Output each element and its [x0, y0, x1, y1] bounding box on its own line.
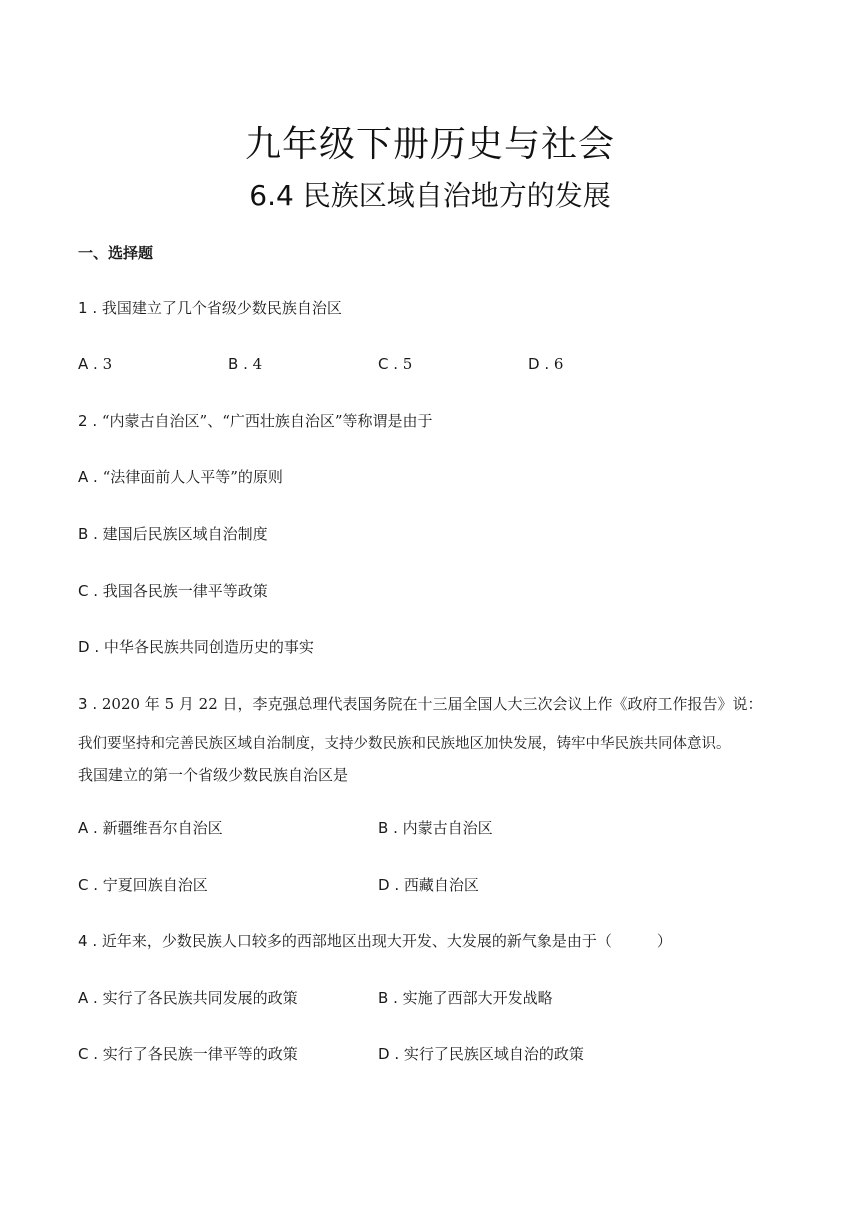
question-3: 3 . 2020 年 5 月 22 日，李克强总理代表国务院在十三届全国人大三次会议上作《政府工作报告》说： [78, 695, 763, 713]
option-4-b[interactable]: B . 实施了西部大开发战略 [378, 989, 553, 1007]
option-4-d[interactable]: D . 实行了民族区域自治的政策 [378, 1045, 584, 1063]
question-number: 3 [78, 695, 88, 713]
option-text: 西藏自治区 [403, 876, 479, 894]
option-1-b[interactable]: B . 4 [228, 355, 263, 373]
option-3-c[interactable]: C . 宁夏回族自治区 [78, 876, 208, 894]
option-text: 4 [252, 355, 263, 373]
option-4-c[interactable]: C . 实行了各民族一律平等的政策 [78, 1045, 298, 1063]
question-3-line-2: 我们要坚持和完善民族区域自治制度，支持少数民族和民族地区加快发展，铸牢中华民族共同体意识。 [78, 736, 731, 752]
question-text: 近年来，少数民族人口较多的西部地区出现大开发、大发展的新气象是由于（ ） [101, 932, 672, 950]
option-2-c[interactable]: C . 我国各民族一律平等政策 [78, 582, 268, 600]
option-3-d[interactable]: D . 西藏自治区 [378, 876, 479, 894]
option-2-d[interactable]: D . 中华各民族共同创造历史的事实 [78, 638, 314, 656]
option-text: 6 [553, 355, 564, 373]
question-number: 1 [78, 299, 88, 317]
option-text: 宁夏回族自治区 [102, 876, 208, 894]
lesson-subtitle: 6.4 民族区域自治地方的发展 [249, 179, 611, 212]
option-text: 5 [402, 355, 413, 373]
option-3-b[interactable]: B . 内蒙古自治区 [378, 819, 493, 837]
option-text: “法律面前人人平等”的原则 [102, 468, 283, 486]
option-2-a[interactable]: A . “法律面前人人平等”的原则 [78, 468, 283, 486]
option-text: 中华各民族共同创造历史的事实 [103, 638, 314, 656]
question-text: “内蒙古自治区”、“广西壮族自治区”等称谓是由于 [101, 412, 433, 430]
option-text: 3 [102, 355, 113, 373]
question-3-line-3: 我国建立的第一个省级少数民族自治区是 [78, 766, 349, 784]
question-number: 2 [78, 412, 88, 430]
option-text: 实行了各民族共同发展的政策 [102, 989, 298, 1007]
option-3-a[interactable]: A . 新疆维吾尔自治区 [78, 819, 223, 837]
question-2: 2 . “内蒙古自治区”、“广西壮族自治区”等称谓是由于 [78, 412, 433, 430]
option-text: 内蒙古自治区 [402, 819, 493, 837]
option-text: 实行了各民族一律平等的政策 [102, 1045, 298, 1063]
option-text: 建国后民族区域自治制度 [102, 525, 268, 543]
option-1-a[interactable]: A . 3 [78, 355, 113, 373]
option-text: 实行了民族区域自治的政策 [403, 1045, 584, 1063]
option-text: 实施了西部大开发战略 [402, 989, 553, 1007]
option-1-d[interactable]: D . 6 [528, 355, 564, 373]
section-heading: 一、选择题 [78, 244, 154, 262]
option-text: 我国各民族一律平等政策 [102, 582, 268, 600]
question-text: 我国建立了几个省级少数民族自治区 [101, 299, 342, 317]
question-4: 4 . 近年来，少数民族人口较多的西部地区出现大开发、大发展的新气象是由于（ ） [78, 932, 672, 950]
option-1-c[interactable]: C . 5 [378, 355, 413, 373]
document-title: 九年级下册历史与社会 [244, 124, 615, 165]
question-1: 1 . 我国建立了几个省级少数民族自治区 [78, 299, 342, 317]
question-text-line-1: 2020 年 5 月 22 日，李克强总理代表国务院在十三届全国人大三次会议上作《政府工作报告》说： [101, 695, 763, 713]
option-text: 新疆维吾尔自治区 [102, 819, 223, 837]
option-4-a[interactable]: A . 实行了各民族共同发展的政策 [78, 989, 298, 1007]
option-2-b[interactable]: B . 建国后民族区域自治制度 [78, 525, 268, 543]
question-number: 4 [78, 932, 88, 950]
